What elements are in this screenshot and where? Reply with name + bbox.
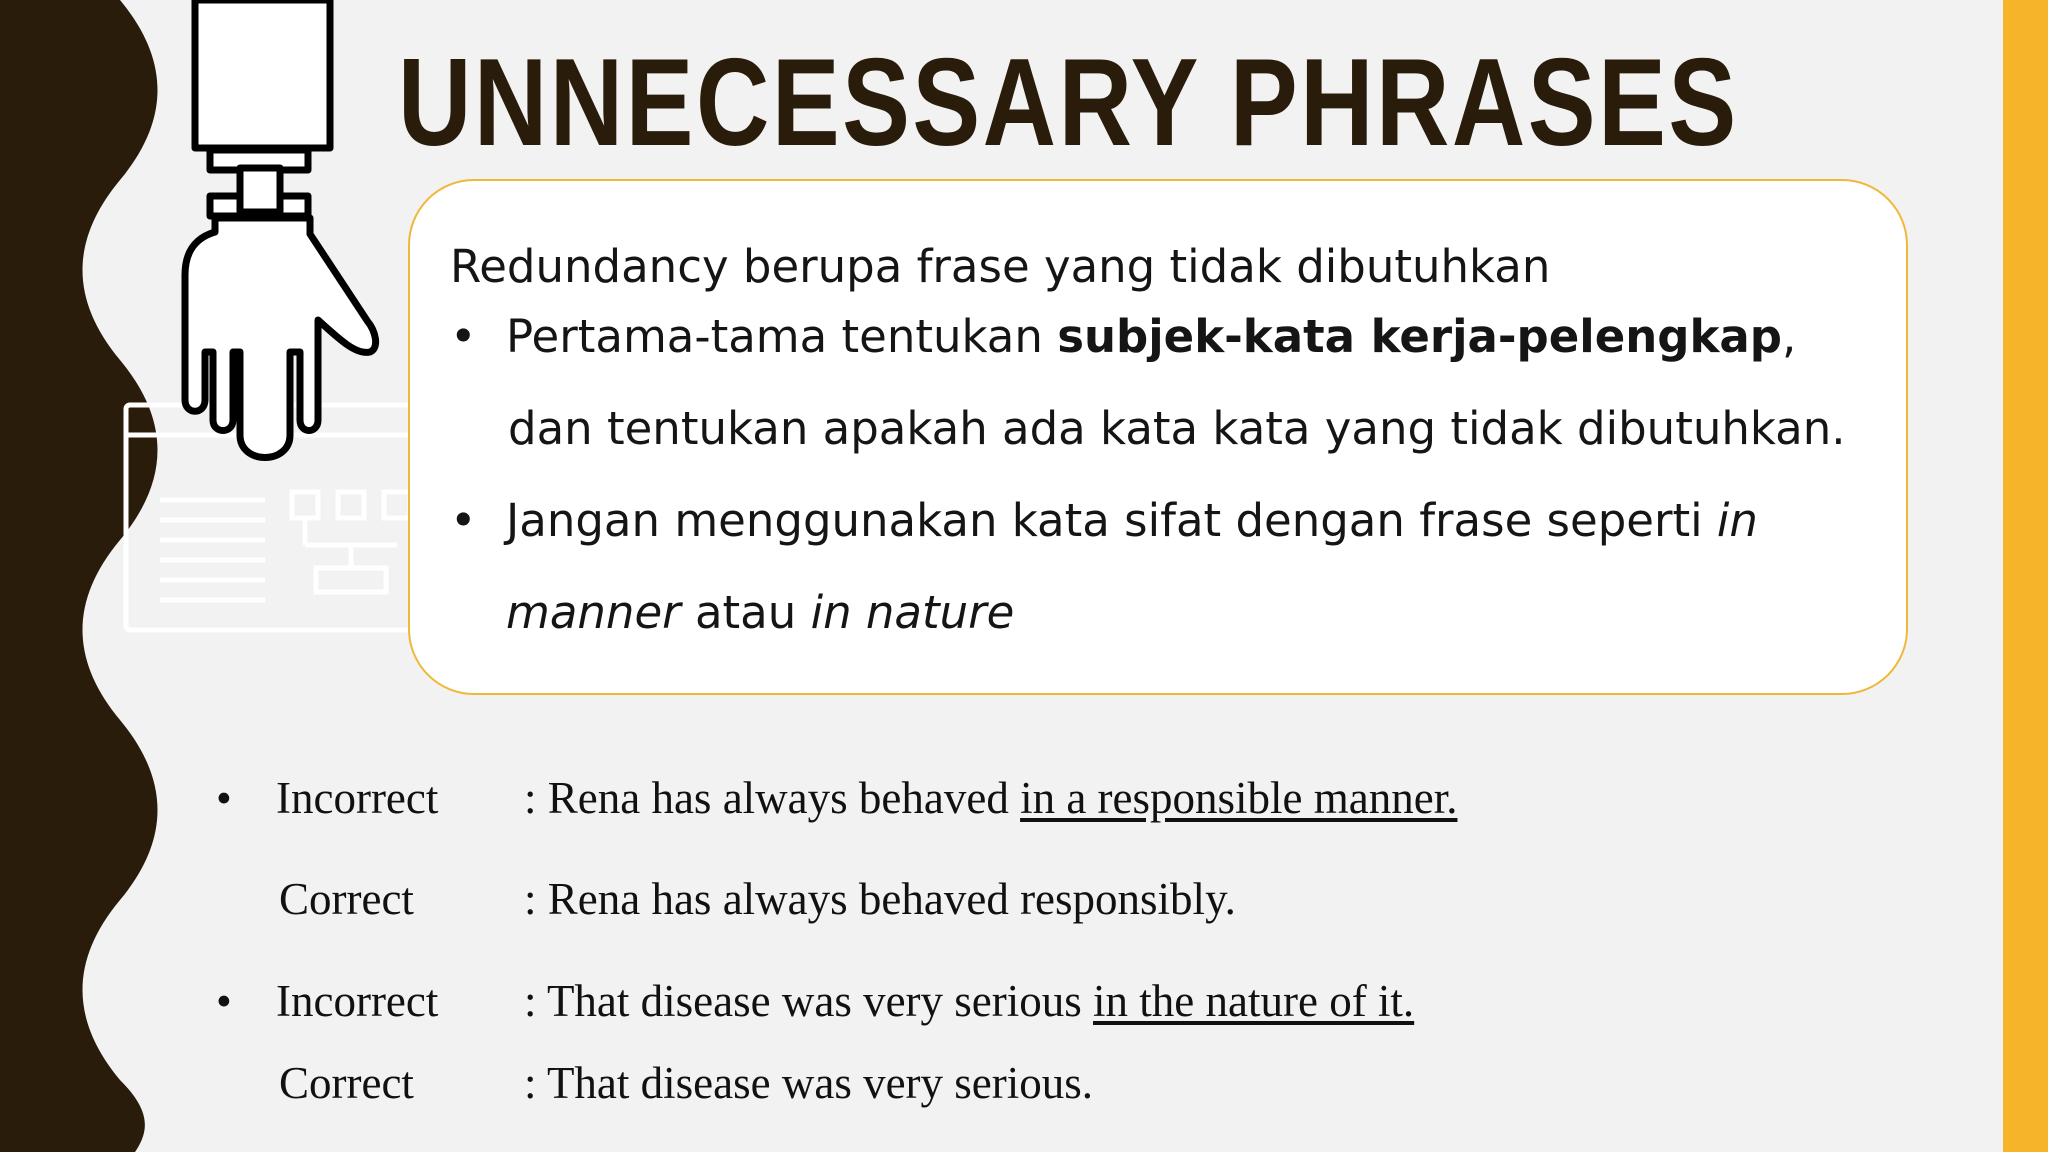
bullet2-line1 [506, 475, 1758, 567]
bullet2-italic-manner: manner [506, 586, 681, 639]
bullet2-italic-nature: in nature [810, 586, 1015, 639]
page-title: UNNECESSARY PHRASES [398, 34, 1739, 172]
example1-incorrect-text [524, 770, 1457, 826]
bullet-marker: • [450, 310, 477, 363]
example-bullet: • [216, 976, 232, 1026]
bullet2-text: Jangan menggunakan kata sifat dengan frase seperti [506, 494, 1717, 547]
example2-correct-label: Correct [279, 1058, 414, 1108]
example2-incorrect-underlined: in the nature of it. [1093, 976, 1415, 1026]
bullet1-line2: dan tentukan apakah ada kata kata yang tidak dibutuhkan. [508, 402, 1846, 455]
example-bullet: • [216, 773, 232, 823]
right-accent-bar [2003, 0, 2048, 1152]
example2-incorrect-label: Incorrect [276, 976, 439, 1026]
bullet2-italic-in: in [1716, 494, 1758, 547]
bullet1-text: Pertama-tama tentukan [506, 310, 1058, 363]
pointing-hand-icon [185, 0, 376, 458]
example1-incorrect-underlined: in a responsible manner. [1020, 773, 1458, 823]
example2-incorrect-text [524, 973, 1414, 1029]
example2-incorrect-prefix: : That disease was very serious [524, 976, 1094, 1026]
bullet1-after: , [1781, 310, 1797, 363]
bullet1-line1 [506, 291, 1796, 383]
example1-correct-text: : Rena has always behaved responsibly. [524, 874, 1236, 924]
bullet-marker: • [450, 494, 477, 547]
example1-correct-label: Correct [279, 874, 414, 924]
illustration [0, 0, 440, 660]
bullet1-bold: subjek-kata kerja-pelengkap [1057, 310, 1782, 363]
example1-incorrect-label: Incorrect [276, 773, 439, 823]
callout-box [408, 179, 1908, 695]
example2-correct-text: : That disease was very serious. [524, 1058, 1094, 1108]
callout-heading: Redundancy berupa frase yang tidak dibutuhkan [450, 240, 1551, 293]
bullet2-middle: atau [680, 586, 811, 639]
bullet2-line2 [506, 567, 1014, 659]
example1-incorrect-prefix: : Rena has always behaved [524, 773, 1021, 823]
